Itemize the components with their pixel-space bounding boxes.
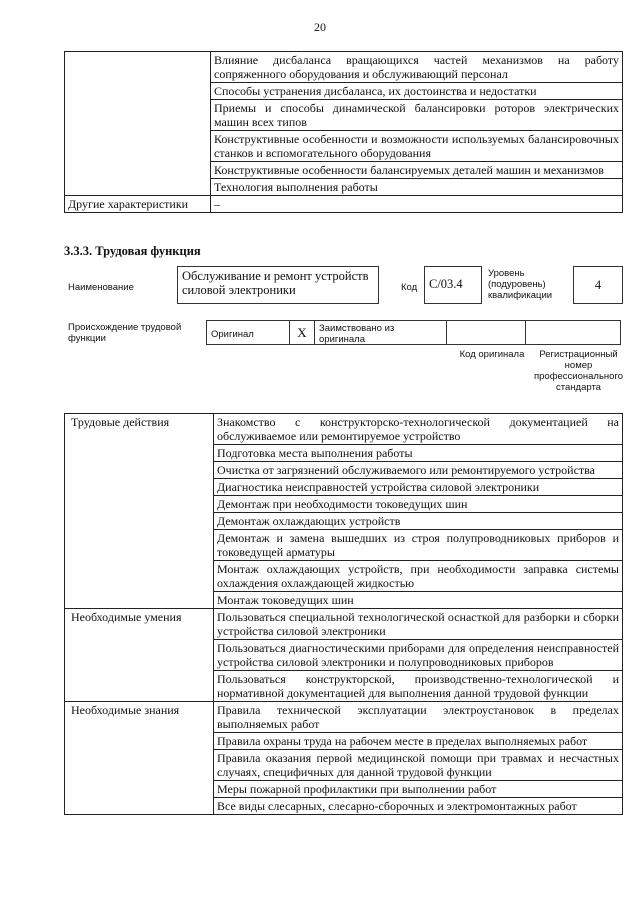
skill-item: Пользоваться специальной технологической оснасткой для разборки и сборки устройства силовой электроники xyxy=(214,609,623,640)
original-cell: Оригинал xyxy=(206,320,290,345)
other-characteristics-label: Другие характеристики xyxy=(65,196,211,213)
list-item: Конструктивные особенности и возможности используемых балансировочных станков и вспомогательного оборудования xyxy=(211,131,623,162)
action-item: Демонтаж охлаждающих устройств xyxy=(214,513,623,530)
table-row xyxy=(65,414,623,445)
list-item: Влияние дисбаланса вращающихся частей механизмов на работу сопряженного оборудования и обслуживающий персонал xyxy=(211,52,623,83)
list-item: Конструктивные особенности балансируемых деталей машин и механизмов xyxy=(211,162,623,179)
action-item: Диагностика неисправностей устройства силовой электроники xyxy=(214,479,623,496)
reg-caption: Регистрационный номер профессионального стандарта xyxy=(534,349,623,393)
knowledge-item: Меры пожарной профилактики при выполнении работ xyxy=(214,781,623,798)
labor-function-table xyxy=(64,413,623,815)
action-item: Знакомство с конструкторско-технологической документацией на обслуживаемое или ремонтируемое устройство xyxy=(214,414,623,445)
knowledge-item: Правила охраны труда на рабочем месте в пределах выполняемых работ xyxy=(214,733,623,750)
origin-row xyxy=(207,320,621,345)
knowledge-item: Все виды слесарных, слесарно-сборочных и электромонтажных работ xyxy=(214,798,623,815)
code-label: Код xyxy=(401,282,418,293)
page-number: 20 xyxy=(314,20,326,34)
table-row xyxy=(65,196,623,213)
action-item: Монтаж токоведущих шин xyxy=(214,592,623,609)
registration-number-cell xyxy=(525,320,621,345)
skill-item: Пользоваться конструкторской, производственно-технологической и нормативной документацией для выполнения данной трудовой функции xyxy=(214,671,623,702)
action-item: Подготовка места выполнения работы xyxy=(214,445,623,462)
table-row xyxy=(65,702,623,733)
code-caption: Код оригинала xyxy=(459,349,525,360)
list-item: Приемы и способы динамической балансировки роторов электрических машин всех типов xyxy=(211,100,623,131)
list-item: Технология выполнения работы xyxy=(211,179,623,196)
empty-label-cell xyxy=(65,52,211,196)
list-item: Способы устранения дисбаланса, их достоинства и недостатки xyxy=(211,83,623,100)
knowledge-item: Правила технической эксплуатации электроустановок в пределах выполняемых работ xyxy=(214,702,623,733)
borrowed-cell: Заимствовано из оригинала xyxy=(314,320,447,345)
section-heading: 3.3.3. Трудовая функция xyxy=(64,244,201,258)
skills-label: Необходимые умения xyxy=(65,609,214,702)
name-label: Наименование xyxy=(68,282,134,293)
original-mark: X xyxy=(289,320,315,345)
action-item: Демонтаж и замена вышедших из строя полупроводниковых приборов и токоведущей арматуры xyxy=(214,530,623,561)
function-name-box: Обслуживание и ремонт устройств силовой электроники xyxy=(177,266,379,304)
action-item: Демонтаж при необходимости токоведущих шин xyxy=(214,496,623,513)
action-item: Монтаж охлаждающих устройств, при необходимости заправка системы охлаждения охлаждающей жидкостью xyxy=(214,561,623,592)
knowledge-label: Необходимые знания xyxy=(65,702,214,815)
origin-label: Происхождение трудовой функции xyxy=(68,322,182,344)
actions-label: Трудовые действия xyxy=(65,414,214,609)
original-code-cell xyxy=(446,320,526,345)
level-label: Уровень (подуровень) квалификации xyxy=(488,268,553,301)
knowledge-item: Правила оказания первой медицинской помощи при травмах и несчастных случаях, специфичных для данной трудовой функции xyxy=(214,750,623,781)
other-characteristics-value: – xyxy=(211,196,623,213)
continuation-table xyxy=(64,51,623,213)
table-row xyxy=(65,609,623,640)
skill-item: Пользоваться диагностическими приборами для определения неисправностей устройства силовой электроники и полупроводниковых приборов xyxy=(214,640,623,671)
table-row xyxy=(65,52,623,83)
function-code-box: С/03.4 xyxy=(424,266,482,304)
level-box: 4 xyxy=(573,266,623,304)
action-item: Очистка от загрязнений обслуживаемого или ремонтируемого устройства xyxy=(214,462,623,479)
